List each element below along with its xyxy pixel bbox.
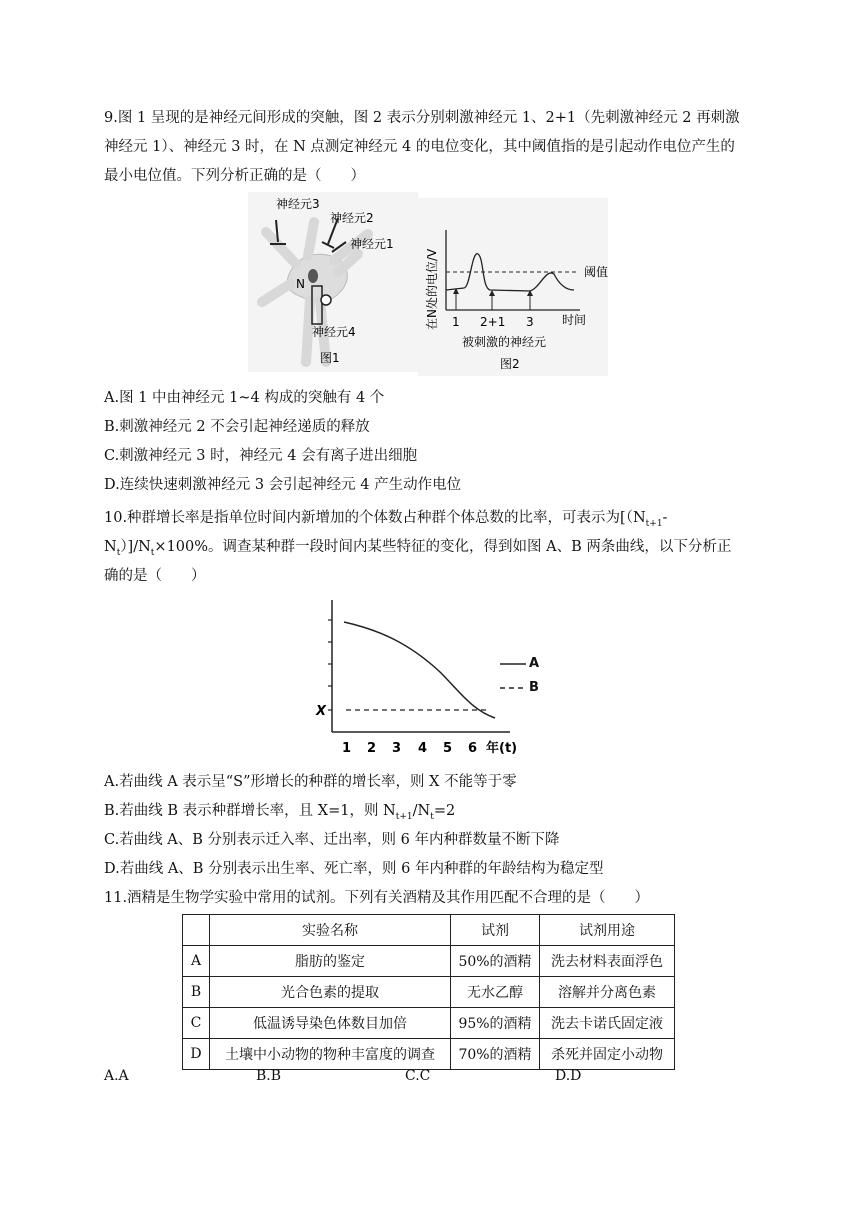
q10-option-c: C.若曲线 A、B 分别表示迁入率、迁出率，则 6 年内种群数量不断下降 xyxy=(104,832,560,848)
table-cell: 低温诱导染色体数目加倍 xyxy=(210,1008,451,1039)
x-unit: 年(t) xyxy=(486,741,518,756)
table-cell: C xyxy=(183,1008,210,1039)
y-marker-x: X xyxy=(316,704,327,719)
table-cell: 70%的酒精 xyxy=(451,1039,540,1070)
q11-answer-a: A.A xyxy=(104,1068,129,1084)
table-cell: B xyxy=(183,977,210,1008)
table-cell: 洗去卡诺氏固定液 xyxy=(540,1008,675,1039)
fig2-xlabel: 被刺激的神经元 xyxy=(462,335,547,349)
header-cell: 实验名称 xyxy=(210,915,451,946)
table-cell: 脂肪的鉴定 xyxy=(210,946,451,977)
label-neuron3: 神经元3 xyxy=(276,197,320,211)
x-tick-1: 1 xyxy=(342,741,352,756)
q11-stem: 11.酒精是生物学实验中常用的试剂。下列有关酒精及其作用匹配不合理的是（ ） xyxy=(104,890,650,906)
figure-2-potential xyxy=(418,198,608,376)
q10-stem-line3: 确的是（ ） xyxy=(104,568,206,584)
figure-2-ylabel: 在N处的电位/V xyxy=(425,248,439,330)
q9-option-a: A.图 1 中由神经元 1~4 构成的突触有 4 个 xyxy=(104,390,385,406)
table-cell: 杀死并固定小动物 xyxy=(540,1039,675,1070)
table-cell: 洗去材料表面浮色 xyxy=(540,946,675,977)
q9-option-b: B.刺激神经元 2 不会引起神经递质的释放 xyxy=(104,419,370,435)
figure-1-neurons xyxy=(248,192,418,372)
label-threshold: 阈值 xyxy=(584,265,608,279)
q10-option-a: A.若曲线 A 表示呈“S”形增长的种群的增长率，则 X 不能等于零 xyxy=(104,774,517,790)
q11-answer-b: B.B xyxy=(256,1068,282,1084)
header-cell xyxy=(183,915,210,946)
table-cell: 95%的酒精 xyxy=(451,1008,540,1039)
fig2-tick-1: 1 xyxy=(452,315,460,329)
header-cell: 试剂 xyxy=(451,915,540,946)
header-cell: 试剂用途 xyxy=(540,915,675,946)
table-cell: A xyxy=(183,946,210,977)
fig2-tick-2plus1: 2+1 xyxy=(480,315,506,329)
q10-growth-chart xyxy=(310,592,530,762)
x-tick-6: 6 xyxy=(468,741,478,756)
x-tick-4: 4 xyxy=(418,741,428,756)
q11-answer-c: C.C xyxy=(405,1068,431,1084)
table-header-row xyxy=(183,915,675,946)
table-cell: 土壤中小动物的物种丰富度的调查 xyxy=(210,1039,451,1070)
fig2-tick-3: 3 xyxy=(526,315,534,329)
label-neuron2: 神经元2 xyxy=(330,211,374,225)
q9-stem-line1: 9.图 1 呈现的是神经元间形成的突触，图 2 表示分别刺激神经元 1、2+1（先刺激神经元 2 再刺激 xyxy=(104,110,740,126)
q9-option-c: C.刺激神经元 3 时，神经元 4 会有离子进出细胞 xyxy=(104,448,418,464)
curve-a xyxy=(344,622,495,718)
table-row xyxy=(183,946,675,977)
table-cell: D xyxy=(183,1039,210,1070)
table-row xyxy=(183,1008,675,1039)
label-neuron1: 神经元1 xyxy=(350,237,394,251)
figure-2-caption: 图2 xyxy=(500,357,520,371)
label-N: N xyxy=(296,277,305,291)
x-tick-3: 3 xyxy=(392,741,402,756)
fig2-time-label: 时间 xyxy=(562,313,587,327)
table-cell: 溶解并分离色素 xyxy=(540,977,675,1008)
q9-stem-line3: 最小电位值。下列分析正确的是（ ） xyxy=(104,168,365,184)
label-neuron4: 神经元4 xyxy=(312,325,356,339)
x-tick-2: 2 xyxy=(367,741,377,756)
legend-b-label: B xyxy=(529,680,539,695)
table-row xyxy=(183,1039,675,1070)
q11-table xyxy=(182,914,675,1070)
figure-1-caption: 图1 xyxy=(320,351,340,365)
table-row xyxy=(183,977,675,1008)
table-cell: 50%的酒精 xyxy=(451,946,540,977)
x-tick-5: 5 xyxy=(443,741,453,756)
table-cell: 光合色素的提取 xyxy=(210,977,451,1008)
q11-answer-d: D.D xyxy=(555,1068,582,1084)
q10-stem-line2: $N_t)]/N_t\times 100\%$。调查某种群一段时间内某些特征的变化，得到如图 A、B 两条曲线，以下分析正 xyxy=(104,539,732,558)
legend-a-label: A xyxy=(529,656,540,671)
q10-option-d: D.若曲线 A、B 分别表示出生率、死亡率，则 6 年内种群的年龄结构为稳定型 xyxy=(104,861,604,877)
q10-stem-line1: 10.种群增长率是指单位时间内新增加的个体数占种群个体总数的比率，可表示为[（$N_{t+1}-$ xyxy=(104,510,668,529)
q9-option-d: D.连续快速刺激神经元 3 会引起神经元 4 产生动作电位 xyxy=(104,477,462,493)
table-cell: 无水乙醇 xyxy=(451,977,540,1008)
q10-option-b: B.若曲线 B 表示种群增长率，且 X=1，则 $N_{t+1}/N_t=2$ xyxy=(104,803,456,822)
q9-stem-line2: 神经元 1）、神经元 3 时，在 N 点测定神经元 4 的电位变化，其中阈值指的是引起动作电位产生的 xyxy=(104,139,735,155)
